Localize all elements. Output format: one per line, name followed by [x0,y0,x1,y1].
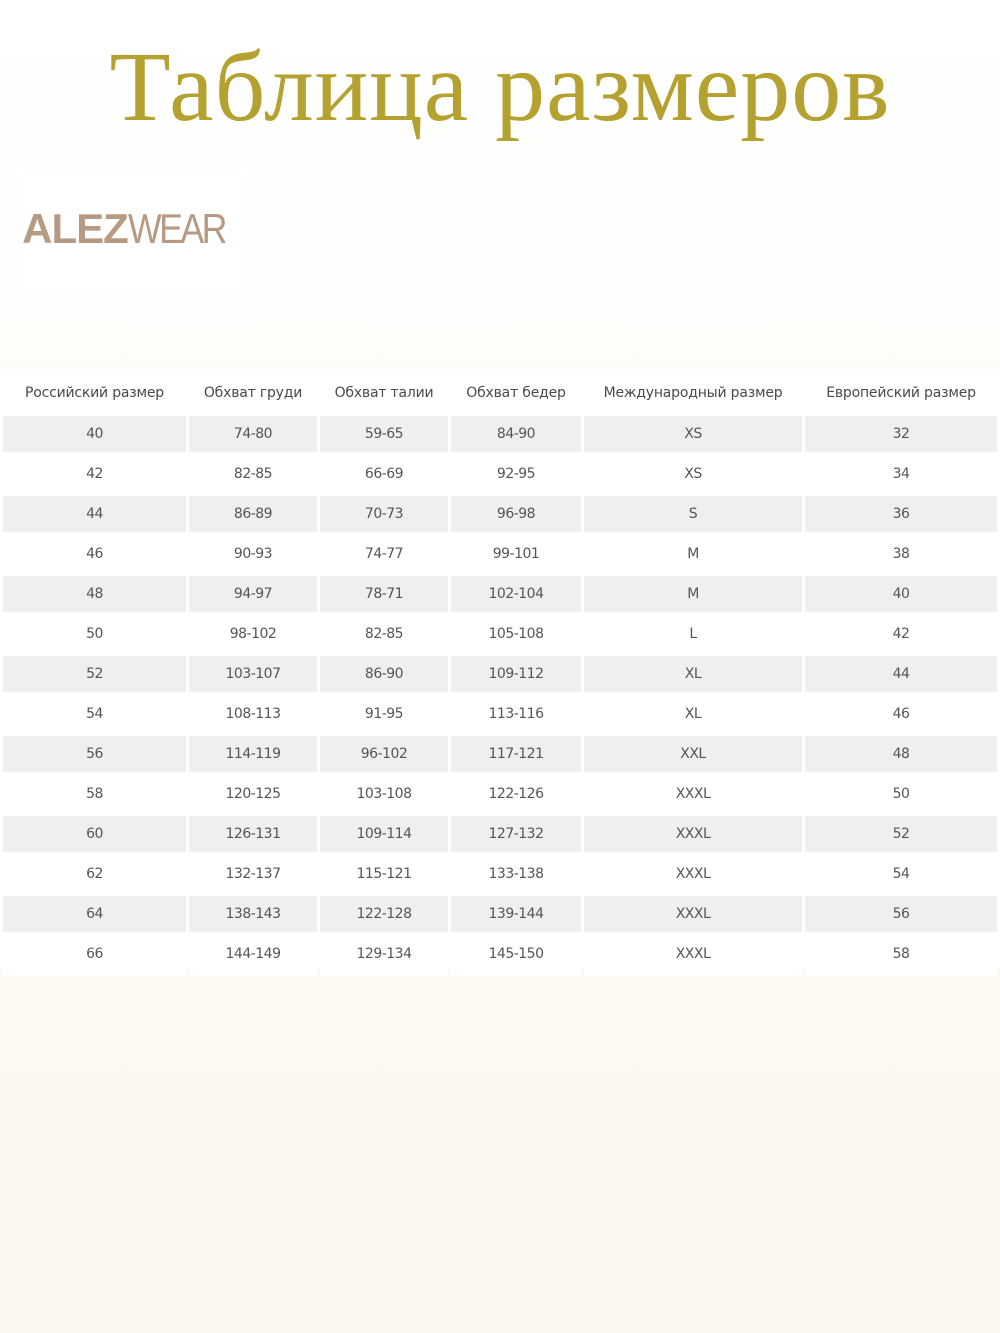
hips-cell: 109-112 [451,656,581,696]
table-row [3,536,997,576]
header-international-size: Международный размер [603,385,783,401]
international-size-cell: XXXL [584,816,802,856]
header-chest: Обхват груди [203,385,303,401]
chest-cell: 98-102 [189,616,317,656]
table-row [3,496,997,536]
hips-cell: 117-121 [451,736,581,776]
chest-cell: 108-113 [189,696,317,736]
european-size-cell: 42 [805,616,997,656]
table-row [3,856,997,896]
european-size-cell: 56 [805,896,997,936]
russian-size-cell: 50 [3,616,186,656]
european-size-cell: 34 [805,456,997,496]
hips-cell: 96-98 [451,496,581,536]
international-size-cell: S [584,496,802,536]
chest-cell: 90-93 [189,536,317,576]
hips-cell: 84-90 [451,416,581,456]
european-size-cell: 46 [805,696,997,736]
brand-logo [18,170,246,288]
hips-cell: 122-126 [451,776,581,816]
international-size-cell: XXXL [584,896,802,936]
table-row [3,416,997,456]
hips-cell: 139-144 [451,896,581,936]
table-body [3,416,997,976]
waist-cell: 70-73 [320,496,448,536]
russian-size-cell: 66 [3,936,186,976]
russian-size-cell: 46 [3,536,186,576]
international-size-cell: M [584,536,802,576]
waist-cell: 91-95 [320,696,448,736]
hips-cell: 99-101 [451,536,581,576]
size-chart-panel [0,370,1000,968]
table-row [3,816,997,856]
international-size-cell: XXXL [584,856,802,896]
table-row [3,696,997,736]
waist-cell: 78-71 [320,576,448,616]
waist-cell: 122-128 [320,896,448,936]
table-row [3,456,997,496]
hips-cell: 145-150 [451,936,581,976]
international-size-cell: XXXL [584,936,802,976]
international-size-cell: XL [584,656,802,696]
chest-cell: 103-107 [189,656,317,696]
waist-cell: 109-114 [320,816,448,856]
waist-cell: 86-90 [320,656,448,696]
chest-cell: 114-119 [189,736,317,776]
logo-wordmark [22,206,242,252]
hips-cell: 127-132 [451,816,581,856]
table-row [3,656,997,696]
waist-cell: 96-102 [320,736,448,776]
hips-cell: 92-95 [451,456,581,496]
chest-cell: 144-149 [189,936,317,976]
waist-cell: 103-108 [320,776,448,816]
size-chart-table [0,370,1000,976]
waist-cell: 74-77 [320,536,448,576]
table-row [3,776,997,816]
european-size-cell: 38 [805,536,997,576]
header-hips: Обхват бедер [466,385,566,401]
european-size-cell: 44 [805,656,997,696]
international-size-cell: XXXL [584,776,802,816]
chest-cell: 82-85 [189,456,317,496]
european-size-cell: 58 [805,936,997,976]
russian-size-cell: 60 [3,816,186,856]
waist-cell: 59-65 [320,416,448,456]
international-size-cell: XS [584,456,802,496]
russian-size-cell: 56 [3,736,186,776]
waist-cell: 82-85 [320,616,448,656]
header-waist: Обхват талии [334,385,434,401]
russian-size-cell: 58 [3,776,186,816]
european-size-cell: 36 [805,496,997,536]
chest-cell: 120-125 [189,776,317,816]
logo-text-light: WEAR [127,205,225,252]
waist-cell: 115-121 [320,856,448,896]
chest-cell: 138-143 [189,896,317,936]
chest-cell: 74-80 [189,416,317,456]
table-row [3,616,997,656]
international-size-cell: L [584,616,802,656]
european-size-cell: 54 [805,856,997,896]
table-row [3,936,997,976]
international-size-cell: XS [584,416,802,456]
russian-size-cell: 48 [3,576,186,616]
russian-size-cell: 52 [3,656,186,696]
chest-cell: 126-131 [189,816,317,856]
international-size-cell: XXL [584,736,802,776]
european-size-cell: 48 [805,736,997,776]
international-size-cell: M [584,576,802,616]
russian-size-cell: 42 [3,456,186,496]
russian-size-cell: 62 [3,856,186,896]
hips-cell: 105-108 [451,616,581,656]
waist-cell: 66-69 [320,456,448,496]
waist-cell: 129-134 [320,936,448,976]
european-size-cell: 52 [805,816,997,856]
european-size-cell: 32 [805,416,997,456]
chest-cell: 132-137 [189,856,317,896]
page-title: Таблица размеров [109,31,891,142]
chest-cell: 94-97 [189,576,317,616]
russian-size-cell: 40 [3,416,186,456]
russian-size-cell: 64 [3,896,186,936]
hips-cell: 133-138 [451,856,581,896]
international-size-cell: XL [584,696,802,736]
table-row [3,896,997,936]
russian-size-cell: 54 [3,696,186,736]
chest-cell: 86-89 [189,496,317,536]
european-size-cell: 50 [805,776,997,816]
header-russian-size: Российский размер [25,385,164,401]
header-european-size: Европейский размер [826,385,976,401]
table-row [3,736,997,776]
table-row [3,576,997,616]
hips-cell: 113-116 [451,696,581,736]
table-header-row [3,370,997,416]
russian-size-cell: 44 [3,496,186,536]
logo-text-bold: ALEZ [22,205,128,252]
hips-cell: 102-104 [451,576,581,616]
european-size-cell: 40 [805,576,997,616]
